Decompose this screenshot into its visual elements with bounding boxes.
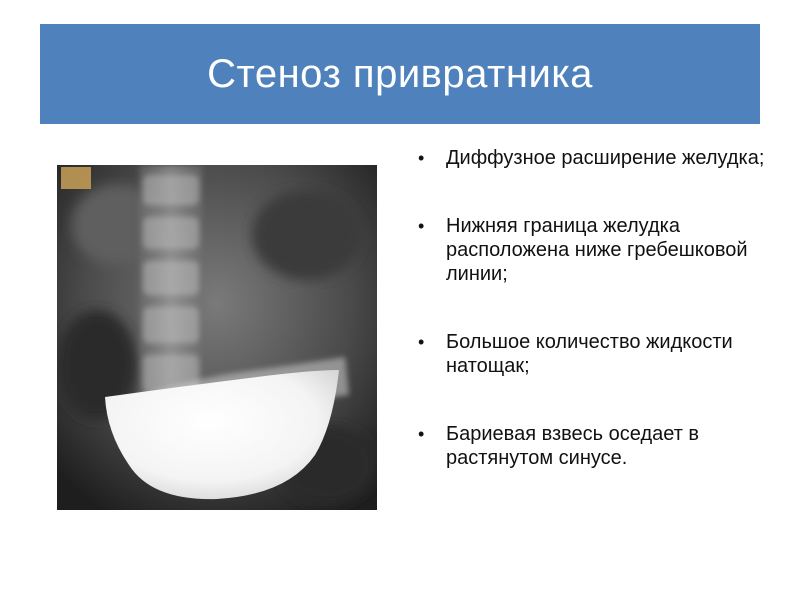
bullet-text: Диффузное расширение желудка; <box>446 147 765 169</box>
bullet-text: Бариевая взвесь оседает в растянутом синусе. <box>446 423 700 469</box>
bullet-marker: • <box>418 148 425 168</box>
bullet-marker: • <box>418 424 425 444</box>
bullet-item <box>410 146 770 170</box>
bullet-item <box>410 422 770 470</box>
slide-title: Стеноз привратника <box>207 51 593 96</box>
xray-image <box>57 165 377 510</box>
bullet-marker: • <box>418 332 425 352</box>
title-bar <box>40 24 760 124</box>
bullet-text: Большое количество жидкости натощак; <box>446 331 733 377</box>
bullet-item <box>410 330 770 378</box>
xray-graphic <box>57 165 377 510</box>
bullet-marker: • <box>418 216 425 236</box>
bullet-list <box>410 146 770 514</box>
bullet-item <box>410 214 770 286</box>
bullet-text: Нижняя граница желудка расположена ниже гребешковой линии; <box>446 215 748 285</box>
